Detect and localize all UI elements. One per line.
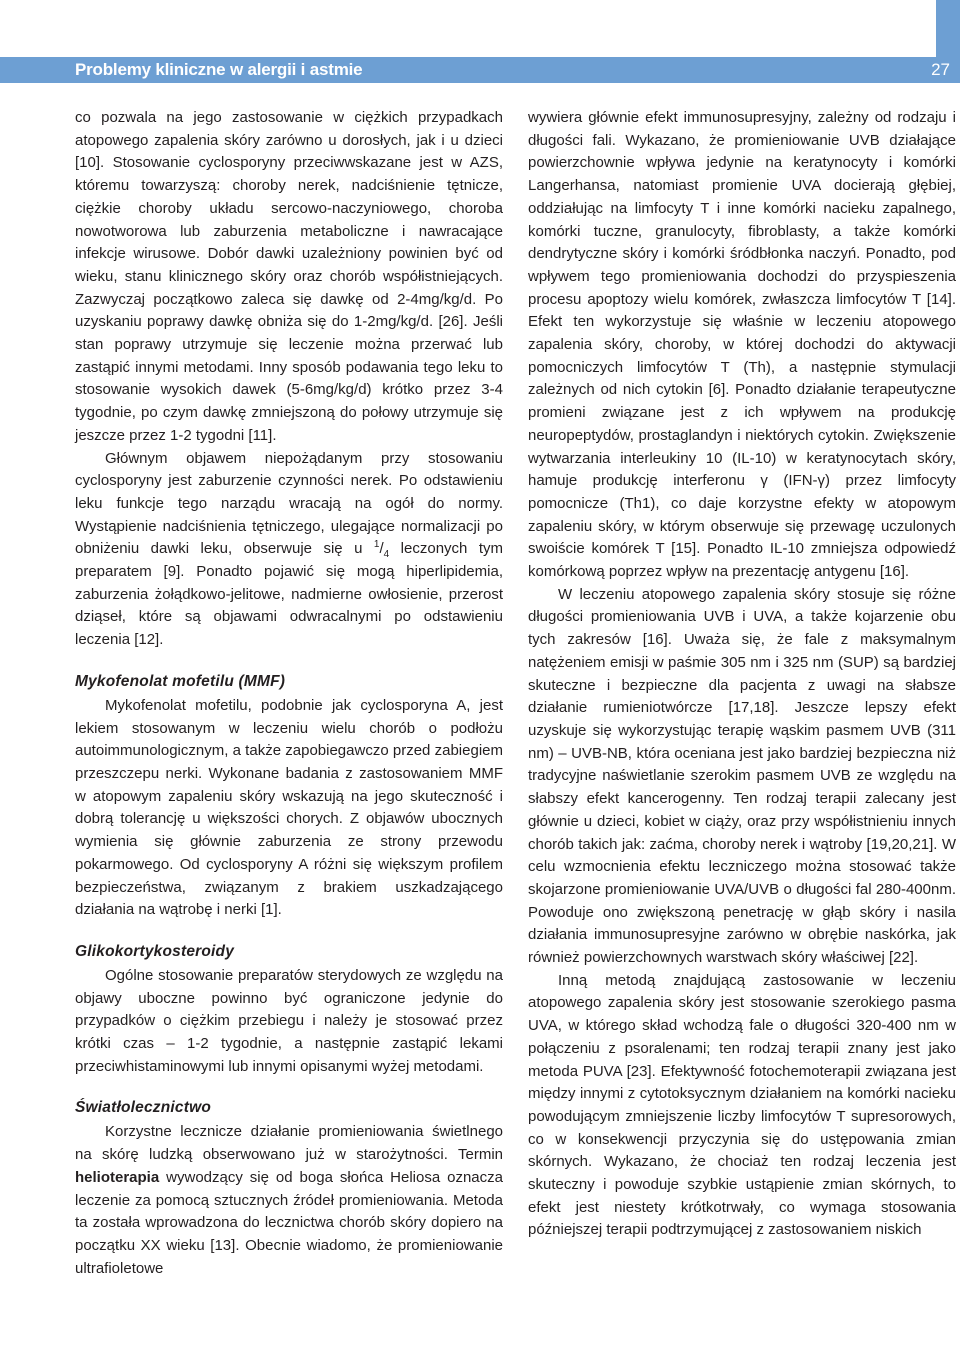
journal-title-part2: w alergii i astmie	[229, 60, 363, 79]
section-heading-mmf: Mykofenolat mofetilu (MMF)	[75, 672, 286, 690]
journal-title	[75, 57, 362, 83]
paragraph: Inną metodą znajdującą zastosowanie w leczeniu atopowego zapalenia skóry jest stosowanie szerokiego pasma UVA, w którego skład wchodzą fale o długości 320-400 nm w połączeniu z psoralenami; ten rodzaj terapii znany jest jako metoda PUVA [23]. Efektywność fotochemoterapii związana jest między innymi z cytotoksycznym działaniem na komórki nacieku powodującym zmniejszenie liczby limfocytów T supresorowych, co w konsekwencji przyczynia się do ustępowania zmian skórnych. Wykazano, że chociaż ten rodzaj leczenia jest skuteczny i powoduje szybkie ustąpienie zmian skórnych, to efekt jest niestety krótkotrwały, co wymaga stosowania późniejszej terapii podtrzymującej z zastosowaniem niskich	[528, 971, 956, 1239]
paragraph: Mykofenolat mofetilu, podobnie jak cyclosporyna A, jest lekiem stosowanym w leczeniu wielu chorób o podłożu autoimmunologicznym, a także zapobiegawczo przed zabiegiem przeszczepu nerki. Wykonane badania z zastosowaniem MMF w atopowym zapaleniu skóry wskazują na jego skuteczność i dobrą tolerancję u większości chorych. Z objawów ubocznych wymienia się głównie zaburzenia ze strony przewodu pokarmowego. Od cyclosporyny A różni się większym profilem bezpieczeństwa, związanym z brakiem uszkadzającego działania na wątrobę i nerki [1].	[75, 696, 503, 919]
right-column	[528, 107, 956, 1242]
paragraph: W leczeniu atopowego zapalenia skóry stosuje się różne długości promieniowania UVB i UVA, a także kojarzenie obu tych zakresów [16]. Uważa się, że fale z maksymalnym natężeniem emisji w paśmie 305 nm i 325 nm (SUP) są bardziej skuteczne i bezpieczne dla pacjenta z uwagi na słabsze działanie rumieniotwórcze [17,18]. Jeszcze lepszy efekt uzyskuje się wykorzystując terapię wąskim pasmem UVB (311 nm) – UVB-NB, która oceniana jest jako bardziej bezpieczna niż tradycyjne naświetlanie szerokim pasmem UVB ze względu na słabszy efekt kancerogenny. Ten rodzaj terapii zalecany jest głównie u dzieci, kobiet w ciąży, oraz przy współistnieniu innych chorób takich jak: zaćma, choroby nerek i wątroby [19,20,21]. W celu wzmocnienia efektu leczniczego można stosować także skojarzone promieniowanie UVA/UVB o długości fal 280-400nm. Powoduje ono zwiększoną penetrację w głąb skóry i nasila działania immunosupresyjne zarówno w obrębie naskórka, jak również powierzchownych warstwach skóry właściwej [22].	[528, 585, 956, 967]
paragraph: co pozwala na jego zastosowanie w ciężkich przypadkach atopowego zapalenia skóry zarówno u dorosłych, jak i u dzieci [10]. Stosowanie cyclosporyny przeciwwskazane jest w AZS, któremu towarzyszą: choroby nerek, nadciśnienie tętnicze, ciężkie choroby układu sercowo-naczyniowego, choroba nowotworowa lub zaburzenia metaboliczne i nawracające infekcje wirusowe. Dobór dawki uzależniony powinien być od wieku, stanu klinicznego skóry oraz chorób współistniejących. Zazwyczaj początkowo zaleca się dawkę od 2-4mg/kg/d. Po uzyskaniu poprawy dawkę obniża się do 1-2mg/kg/d. [26]. Jeśli stan poprawy utrzymuje się leczenie można przerwać lub zastąpić innymi metodami. Inny sposób podawania tego leku to stosowanie wysokich dawek (5-6mg/kg/d) krótko przez 3-4 tygodnie, po czym dawkę zmniejszoną do połowy utrzymuje się jeszcze przez 1-2 tygodni [11].	[75, 109, 503, 444]
paragraph: wywiera głównie efekt immunosupresyjny, zależny od rodzaju i długości fali. Wykazano, że promieniowanie UVB działające powierzchownie wpływa jedynie na keratynocyty i komórki Langerhansa, natomiast promienie UVA docierają głębiej, oddziałując na limfocyty T i inne komórki nacieku zapalnego, komórki tuczne, granulocyty, fibroblasty, a także komórki dendrytyczne skóry i komórki śródbłonka naczyń. Ponadto, pod wpływem tego promieniowania dochodzi do przyspieszenia procesu apoptozy wielu komórek, zwłaszcza limfocytów T [14]. Efekt ten wykorzystuje się właśnie w leczeniu atopowego zapalenia skóry, choroby, w której dochodzi do aktywacji pomocniczych limfocytów T (Th), a następnie stymulacji zależnych od nich cytokin [6]. Ponadto działanie terapeutyczne promieni związane jest z ich wpływem na produkcję neuropeptydów, prostaglandyn i niektórych cytokin. Zwiększenie wytwarzania interleukiny 10 (IL-10) w keratynocytach skóry, hamuje produkcję interferonu γ (IFN-γ) przez limfocyty pomocnicze (Th1), co daje korzystne efekty w atopowym zapaleniu skóry, w którym obserwuje się przewagę uczulonych swoiście komórek T [15]. Ponadto IL-10 zmniejsza odpowiedź komórkową poprzez wpływ na prezentację antygenu [16].	[528, 109, 956, 581]
section-heading-swiatlolecznictwo: Światłolecznictwo	[75, 1099, 212, 1117]
section-heading-glikokortykosteroidy: Glikokortykosteroidy	[75, 942, 235, 960]
paragraph: Ogólne stosowanie preparatów sterydowych ze względu na objawy uboczne powinno być ograniczone jedynie do przypadków o ciężkim przebiegu i należy je stosować przez krótki czas – 1-2 tygodnie, a następnie zastąpić lekami przeciwhistaminowymi lub innymi opisanymi wyżej metodami.	[75, 966, 503, 1075]
fraction-denominator: 4	[383, 549, 390, 561]
running-header	[0, 57, 960, 83]
corner-decoration	[936, 0, 960, 57]
paragraph-text: Głównym objawem niepożądanym przy stosowaniu cyclosporyny jest zaburzenie czynności nerek. Po odstawieniu leku funkcje tego narządu wracają na ogół do normy. Wystąpienie nadciśnienia tętniczego, ulegające normalizacji po obniżeniu dawki leku, obserwuje się u	[75, 449, 503, 558]
journal-title-part1: Problemy kliniczne	[75, 60, 226, 79]
paragraph-text: Korzystne lecznicze działanie promieniowania świetlnego na skórę ludzką obserwowano już w starożytności. Termin	[75, 1123, 503, 1164]
left-column	[75, 107, 503, 1280]
paragraph-text: leczonych tym preparatem [9]. Ponadto pojawić się mogą hiperlipidemia, zaburzenia żołądkowo-jelitowe, nadmierne owłosienie, przerost dziąseł, które są objawami odwracalnymi po odstawieniu leczenia [12].	[75, 540, 503, 649]
bold-term: helioterapia	[75, 1168, 160, 1186]
paragraph: Głównym objawem niepożądanym przy stosowaniu cyclosporyny jest zaburzenie czynności nerek. Po odstawieniu leku funkcje tego narządu wracają na ogół do normy. Wystąpienie nadciśnienia tętniczego, ulegające normalizacji po obniżeniu dawki leku, obserwuje się u $^1/_4$ leczonych tym preparatem [9]. Ponadto pojawić się mogą hiperlipidemia, zaburzenia żołądkowo-jelitowe, nadmierne owłosienie, przerost dziąseł, które są objawami odwracalnymi po odstawieniu leczenia [12].	[75, 449, 503, 649]
page-number: 27	[931, 60, 950, 79]
paragraph-text: wywodzący się od boga słońca Heliosa oznacza leczenie za pomocą sztucznych źródeł promieniowania. Metoda ta została wprowadzona do lecznictwa chorób skóry dopiero na początku XX wieku [13]. Obecnie wiadomo, że promieniowanie ultrafioletowe	[75, 1168, 503, 1277]
fraction-numerator: 1	[373, 539, 380, 551]
paragraph	[75, 1121, 503, 1280]
